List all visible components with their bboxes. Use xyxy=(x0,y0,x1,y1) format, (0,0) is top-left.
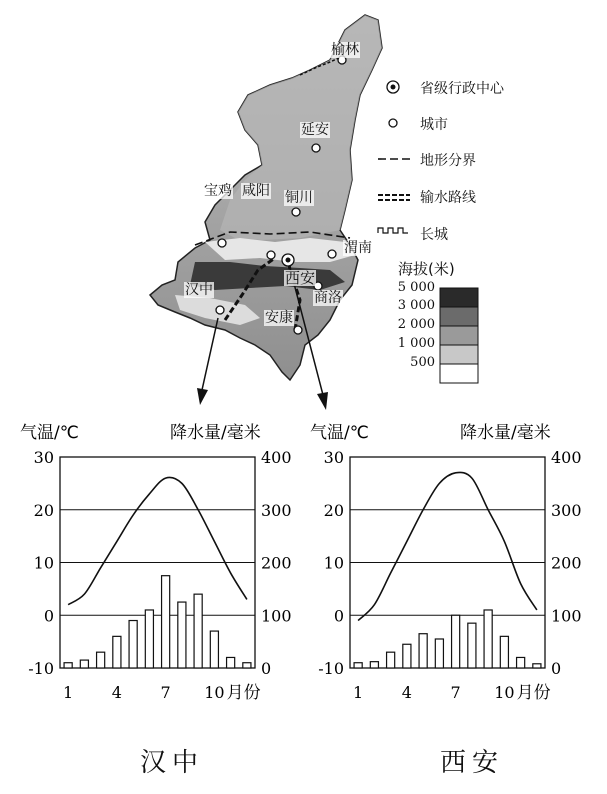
temp-tick-label: -10 xyxy=(318,659,344,678)
elevation-label-500: 500 xyxy=(410,355,435,370)
city-dot-xianyang xyxy=(267,251,275,259)
legend-city-label: 城市 xyxy=(420,117,448,133)
temp-tick-label: 20 xyxy=(323,500,344,520)
precip-bar xyxy=(145,610,153,668)
city-label-xian: 西安 xyxy=(285,269,316,287)
elevation-swatch-3 xyxy=(440,345,478,364)
temperature-line xyxy=(68,477,247,604)
precip-bar xyxy=(452,615,460,668)
precip-axis-title: 降水量/毫米 xyxy=(460,423,551,443)
temp-tick-label: 0 xyxy=(333,606,344,626)
chart-title-hanzhong: 汉中 xyxy=(140,748,205,778)
month-tick-label: 7 xyxy=(450,683,461,702)
city-dot-weinan xyxy=(328,250,336,258)
precip-bar xyxy=(354,663,362,668)
month-axis-label: 月份 xyxy=(226,683,261,703)
temp-tick-label: 10 xyxy=(323,553,344,573)
precip-bar xyxy=(484,610,492,668)
city-label-tongchuan: 铜川 xyxy=(285,190,313,206)
elevation-label-3000: 3 000 xyxy=(397,298,435,313)
chart-title-xian: 西安 xyxy=(440,748,505,778)
precip-bar xyxy=(227,657,235,668)
precip-bar xyxy=(435,639,443,668)
arrow-hanzhong xyxy=(202,318,218,390)
month-tick-label: 1 xyxy=(353,683,364,702)
precip-tick-label: 100 xyxy=(261,606,292,626)
precip-bar xyxy=(243,663,251,668)
precip-bar xyxy=(194,594,202,668)
elevation-swatch-1 xyxy=(440,307,478,326)
legend-capital-label: 省级行政中心 xyxy=(420,81,504,97)
precip-tick-label: 0 xyxy=(551,659,562,678)
city-dot-hanzhong xyxy=(216,306,224,314)
elevation-label-2000: 2 000 xyxy=(397,317,435,332)
city-dot-yanan xyxy=(312,144,320,152)
precip-bar xyxy=(387,652,395,668)
temp-tick-label: 30 xyxy=(323,448,344,467)
precip-tick-label: 200 xyxy=(551,553,582,573)
precip-tick-label: 0 xyxy=(261,659,272,678)
temp-axis-title: 气温/℃ xyxy=(20,423,79,443)
legend-terrain-label: 地形分界 xyxy=(420,153,476,169)
precip-tick-label: 300 xyxy=(551,500,582,520)
precip-tick-label: 400 xyxy=(261,448,292,467)
temp-tick-label: 30 xyxy=(33,448,54,467)
precip-bar xyxy=(97,652,105,668)
temp-tick-label: 10 xyxy=(33,553,54,573)
city-label-yulin: 榆林 xyxy=(331,42,359,58)
city-label-xianyang: 咸阳 xyxy=(242,183,270,199)
precip-bar xyxy=(533,664,541,668)
elevation-swatch-4 xyxy=(440,364,478,383)
legend-wall-label: 长城 xyxy=(420,227,448,243)
precip-bar xyxy=(210,631,218,668)
month-tick-label: 1 xyxy=(63,683,74,702)
legend-water-icon xyxy=(378,195,410,200)
precip-bar xyxy=(80,660,88,668)
precip-bar xyxy=(370,662,378,668)
precip-bar xyxy=(113,636,121,668)
temperature-line xyxy=(358,472,537,620)
precip-tick-label: 200 xyxy=(261,553,292,573)
climate-chart-xian xyxy=(310,410,600,710)
city-dot-baoji xyxy=(218,239,226,247)
temp-tick-label: 20 xyxy=(33,500,54,520)
city-dot-ankang xyxy=(294,326,302,334)
elevation-swatch-0 xyxy=(440,288,478,307)
month-axis-label: 月份 xyxy=(516,683,551,703)
month-tick-label: 7 xyxy=(160,683,171,702)
precip-bar xyxy=(129,621,137,668)
city-label-yanan: 延安 xyxy=(301,122,329,138)
city-label-ankang: 安康 xyxy=(265,310,293,326)
precip-bar xyxy=(468,623,476,668)
month-tick-label: 10 xyxy=(494,683,515,702)
climate-chart-hanzhong xyxy=(20,410,310,710)
city-label-baoji: 宝鸡 xyxy=(204,183,232,199)
month-tick-label: 4 xyxy=(401,683,412,702)
precip-tick-label: 100 xyxy=(551,606,582,626)
elevation-label-1000: 1 000 xyxy=(397,336,435,351)
precip-tick-label: 400 xyxy=(551,448,582,467)
precip-bar xyxy=(178,602,186,668)
temp-axis-title: 气温/℃ xyxy=(310,423,369,443)
precip-bar xyxy=(500,636,508,668)
elevation-legend-title: 海拔(米) xyxy=(398,260,455,278)
precip-bar xyxy=(162,576,170,668)
precip-bar xyxy=(403,644,411,668)
month-tick-label: 4 xyxy=(111,683,122,702)
arrow-head-xian xyxy=(317,392,328,410)
precip-tick-label: 300 xyxy=(261,500,292,520)
legend-water-label: 输水路线 xyxy=(420,190,476,206)
elevation-label-5000: 5 000 xyxy=(397,280,435,295)
elevation-swatch-2 xyxy=(440,326,478,345)
capital-dot-xian-inner xyxy=(286,258,291,263)
precip-bar xyxy=(64,663,72,668)
city-dot-tongchuan xyxy=(292,208,300,216)
arrow-head-hanzhong xyxy=(197,388,208,405)
precip-bar xyxy=(517,657,525,668)
temp-tick-label: 0 xyxy=(43,606,54,626)
temp-tick-label: -10 xyxy=(28,659,54,678)
month-tick-label: 10 xyxy=(204,683,225,702)
city-label-shangluo: 商洛 xyxy=(314,290,342,306)
precip-axis-title: 降水量/毫米 xyxy=(170,423,261,443)
legend-city-icon xyxy=(389,119,397,127)
precip-bar xyxy=(419,634,427,668)
city-label-weinan: 渭南 xyxy=(344,240,372,256)
legend-wall-icon xyxy=(378,228,408,233)
city-label-hanzhong: 汉中 xyxy=(185,282,213,298)
